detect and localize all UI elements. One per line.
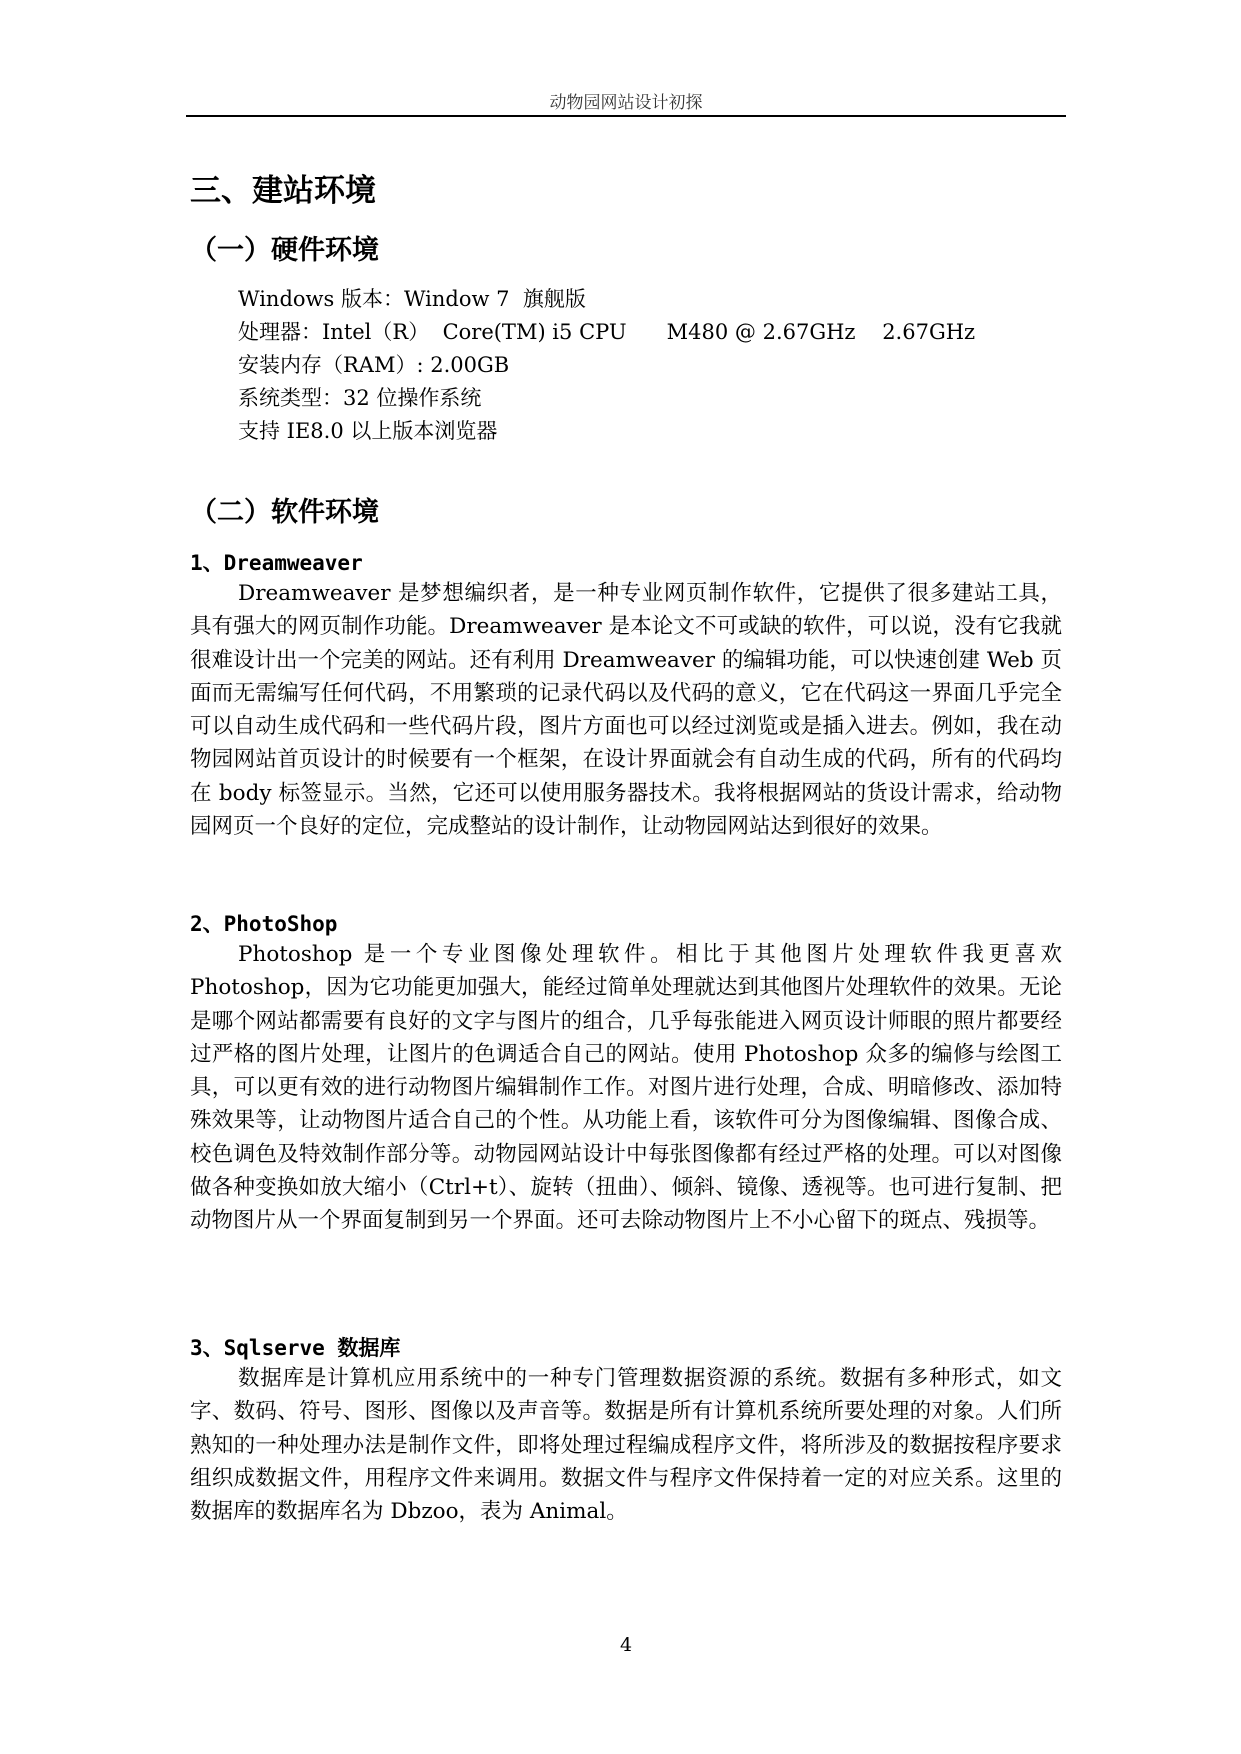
header-divider bbox=[186, 115, 1066, 117]
sqlserver-paragraph: 数据库是计算机应用系统中的一种专门管理数据资源的系统。数据有多种形式，如文字、数码、符号、图形、图像以及声音等。数据是所有计算机系统所要处理的对象。人们所熟知的一种处理办法是制作文件，即将处理过程编成程序文件，将所涉及的数据按程序要求组织成数据文件，用程序文件来调用。数据文件与程序文件保持着一定的对应关系。这里的数据库的数据库名为 Dbzoo，表为 Animal。 bbox=[190, 1366, 1062, 1525]
software-heading: （二）软件环境 bbox=[190, 497, 379, 528]
photoshop-paragraph: Photoshop 是一个专业图像处理软件。相比于其他图片处理软件我更喜欢 Photoshop，因为它功能更加强大，能经过简单处理就达到其他图片处理软件的效果。无论是哪个网站都需要有良好的文字与图片的组合，几乎每张能进入网页设计师眼的照片都要经过严格的图片处理，让图片的色调适合自己的网站。使用 Photoshop 众多的编修与绘图工具，可以更有效的进行动物图片编辑制作工作。对图片进行处理，合成、明暗修改、添加特殊效果等，让动物图片适合自己的个性。从功能上看，该软件可分为图像编辑、图像合成、校色调色及特效制作部分等。动物园网站设计中每张图像都有经过严格的处理。可以对图像做各种变换如放大缩小（Ctrl+t）、旋转（扭曲）、倾斜、镜像、透视等。也可进行复制、把动物图片从一个界面复制到另一个界面。还可去除动物图片上不小心留下的斑点、残损等。 bbox=[190, 942, 1062, 1234]
hardware-item-memory: 安装内存（RAM）: 2.00GB bbox=[238, 353, 510, 377]
dreamweaver-heading: 1、Dreamweaver bbox=[190, 551, 363, 575]
running-header: 动物园网站设计初探 bbox=[549, 93, 703, 113]
page-number: 4 bbox=[619, 1634, 633, 1656]
section-title: 三、建站环境 bbox=[190, 173, 376, 209]
hardware-list bbox=[238, 283, 975, 448]
hardware-item-windows: Windows 版本：Window 7 旗舰版 bbox=[238, 287, 586, 311]
hardware-item-browser: 支持 IE8.0 以上版本浏览器 bbox=[238, 419, 498, 443]
dreamweaver-paragraph: Dreamweaver 是梦想编织者，是一种专业网页制作软件，它提供了很多建站工具，具有强大的网页制作功能。Dreamweaver 是本论文不可或缺的软件，可以说，没有它我就很难设计出一个完美的网站。还有利用 Dreamweaver 的编辑功能，可以快速创建 Web 页面而无需编写任何代码，不用繁琐的记录代码以及代码的意义，它在代码这一界面几乎完全可以自动生成代码和一些代码片段，图片方面也可以经过浏览或是插入进去。例如，我在动物园网站首页设计的时候要有一个框架，在设计界面就会有自动生成的代码，所有的代码均在 body 标签显示。当然，它还可以使用服务器技术。我将根据网站的货设计需求，给动物园网页一个良好的定位，完成整站的设计制作，让动物园网站达到很好的效果。 bbox=[190, 581, 1062, 840]
photoshop-heading: 2、PhotoShop bbox=[190, 912, 338, 936]
hardware-item-system-type: 系统类型：32 位操作系统 bbox=[238, 386, 482, 410]
hardware-heading: （一）硬件环境 bbox=[190, 235, 379, 266]
hardware-item-processor: 处理器：Intel（R） Core(TM) i5 CPU M480 @ 2.67GHz 2.67GHz bbox=[238, 320, 976, 344]
sqlserver-heading: 3、Sqlserve 数据库 bbox=[190, 1336, 401, 1360]
